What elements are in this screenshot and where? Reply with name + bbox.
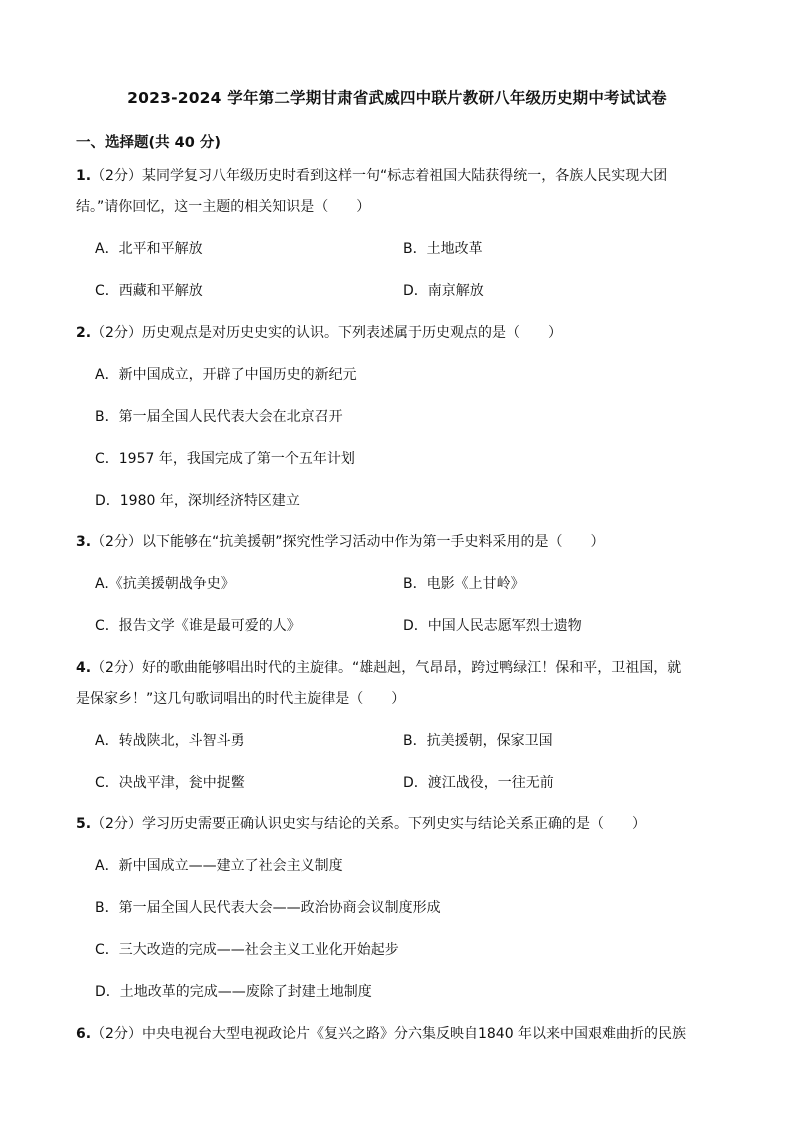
q1-option-b[interactable]: B．土地改革: [403, 241, 483, 257]
q2-option-b[interactable]: B．第一届全国人民代表大会在北京召开: [95, 409, 343, 425]
q5-option-b[interactable]: B．第一届全国人民代表大会——政治协商会议制度形成: [95, 900, 441, 916]
question-2-stem: [76, 323, 562, 343]
q4-option-a[interactable]: A．转战陕北，斗智斗勇: [95, 733, 245, 749]
question-text: 以下能够在“抗美援朝”探究性学习活动中作为第一手史料采用的是（ ）: [141, 534, 605, 550]
question-number: 4.: [76, 660, 92, 676]
q5-option-c[interactable]: C．三大改造的完成——社会主义工业化开始起步: [95, 942, 399, 958]
question-text: 某同学复习八年级历史时看到这样一句“标志着祖国大陆获得统一，各族人民实现大团: [141, 168, 668, 184]
question-4-stem: [76, 658, 681, 678]
question-text: 学习历史需要正确认识史实与结论的关系。下列史实与结论关系正确的是（ ）: [141, 816, 646, 832]
question-number: 1.: [76, 168, 92, 184]
q4-option-d[interactable]: D．渡江战役，一往无前: [403, 775, 554, 791]
question-3-stem: [76, 532, 605, 552]
question-1-stem: [76, 166, 667, 186]
q1-option-c[interactable]: C．西藏和平解放: [95, 283, 203, 299]
question-1-stem-cont: 结。”请你回忆，这一主题的相关知识是（ ）: [76, 199, 371, 215]
q2-option-a[interactable]: A．新中国成立，开辟了中国历史的新纪元: [95, 367, 357, 383]
q3-option-b[interactable]: B．电影《上甘岭》: [403, 576, 525, 592]
q3-option-d[interactable]: D．中国人民志愿军烈士遗物: [403, 618, 582, 634]
question-5-stem: [76, 814, 646, 834]
q1-option-d[interactable]: D．南京解放: [403, 283, 484, 299]
section-heading: 一、选择题(共 40 分): [76, 135, 222, 151]
q1-option-a[interactable]: A．北平和平解放: [95, 241, 203, 257]
question-text: 中央电视台大型电视政论片《复兴之路》分六集反映自1840 年以来中国艰难曲折的民族: [141, 1026, 687, 1042]
question-number: 2.: [76, 325, 92, 341]
question-points: （2分）: [91, 168, 142, 184]
question-points: （2分）: [91, 534, 142, 550]
question-number: 5.: [76, 816, 92, 832]
question-6-stem: [76, 1024, 686, 1044]
question-number: 6.: [76, 1026, 92, 1042]
q2-option-c[interactable]: C．1957 年，我国完成了第一个五年计划: [95, 451, 355, 467]
q3-option-c[interactable]: C．报告文学《谁是最可爱的人》: [95, 618, 301, 634]
question-points: （2分）: [91, 1026, 142, 1042]
question-points: （2分）: [91, 325, 142, 341]
q3-option-a[interactable]: A.《抗美援朝战争史》: [95, 576, 235, 592]
question-points: （2分）: [91, 660, 142, 676]
q5-option-a[interactable]: A．新中国成立——建立了社会主义制度: [95, 858, 343, 874]
q2-option-d[interactable]: D．1980 年，深圳经济特区建立: [95, 493, 300, 509]
question-text: 历史观点是对历史史实的认识。下列表述属于历史观点的是（ ）: [141, 325, 562, 341]
question-points: （2分）: [91, 816, 142, 832]
question-text: 好的歌曲能够唱出时代的主旋律。“雄赳赳，气昂昂，跨过鸭绿江！保和平，卫祖国，就: [141, 660, 682, 676]
question-4-stem-cont: 是保家乡！”这几句歌词唱出的时代主旋律是（ ）: [76, 691, 406, 707]
page-title: 2023-2024 学年第二学期甘肃省武威四中联片教研八年级历史期中考试试卷: [127, 89, 667, 107]
question-number: 3.: [76, 534, 92, 550]
q4-option-b[interactable]: B．抗美援朝，保家卫国: [403, 733, 553, 749]
q5-option-d[interactable]: D．土地改革的完成——废除了封建土地制度: [95, 984, 372, 1000]
q4-option-c[interactable]: C．决战平津，瓮中捉鳖: [95, 775, 245, 791]
